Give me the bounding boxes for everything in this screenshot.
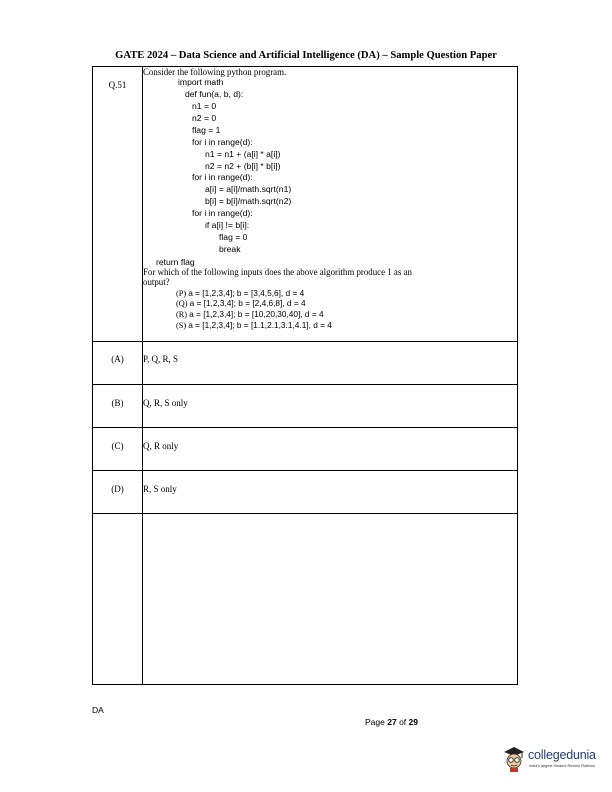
option-row-a (93, 342, 518, 385)
code-line: flag = 0 (219, 231, 248, 242)
code-line: import math (178, 77, 224, 88)
page-header: GATE 2024 – Data Science and Artificial Intelligence (DA) – Sample Question Paper (115, 50, 497, 61)
footer-subject-code: DA (92, 705, 104, 715)
statement-label: (S) (176, 320, 187, 330)
option-d-text: R, S only (143, 484, 177, 494)
question-prompt-line-1: For which of the following inputs does the above algorithm produce 1 as an (143, 267, 412, 278)
page-current: 27 (387, 717, 397, 727)
statement-s (143, 320, 517, 331)
code-return-line: return flag (156, 256, 195, 267)
option-a-label-cell (93, 342, 143, 385)
option-b-text: Q, R, S only (143, 398, 188, 408)
statement-label: (Q) (176, 299, 188, 309)
statement-label: (R) (176, 309, 188, 319)
option-c-text-cell (143, 428, 518, 471)
option-b-label-cell (93, 385, 143, 428)
statement-text: a = [1,2,3,4]; b = [2,4,6,8], d = 4 (189, 298, 306, 309)
question-body (143, 67, 518, 342)
option-c-text: Q, R only (143, 441, 179, 451)
question-row (93, 67, 518, 342)
question-number-cell (93, 67, 143, 342)
page-prefix: Page (365, 717, 385, 727)
statement-text: a = [1,2,3,4]; b = [1.1,2.1,3.1,4.1], d = 4 (188, 319, 332, 330)
code-line: for i in range(d): (192, 136, 253, 147)
code-line: break (219, 243, 241, 254)
code-block (143, 77, 517, 255)
option-b-label: (B) (111, 398, 124, 408)
statement-label: (P) (176, 288, 187, 298)
collegedunia-logo (502, 746, 608, 776)
statement-r (143, 309, 517, 320)
option-a-text-cell (143, 342, 518, 385)
page-of: of (399, 717, 407, 727)
empty-left-cell (93, 514, 143, 685)
empty-right-cell (143, 514, 518, 685)
logo-tagline: India's largest Student Review Platform (529, 764, 596, 768)
code-line: for i in range(d): (192, 172, 253, 183)
statement-text: a = [1,2,3,4]; b = [10,20,30,40], d = 4 (189, 308, 324, 319)
page-total: 29 (408, 717, 419, 727)
code-line: a[i] = a[i]/math.sqrt(n1) (205, 184, 292, 195)
empty-row (93, 514, 518, 685)
footer-page-number (365, 717, 418, 727)
code-line: if a[i] != b[i]: (205, 219, 250, 230)
option-d-label-cell (93, 471, 143, 514)
option-row-c (93, 428, 518, 471)
option-c-label: (C) (111, 441, 124, 451)
code-line: for i in range(d): (192, 208, 253, 219)
code-line: n1 = n1 + (a[i] * a[i]) (205, 148, 281, 159)
code-line: n1 = 0 (192, 101, 217, 112)
option-b-text-cell (143, 385, 518, 428)
question-intro: Consider the following python program. (143, 67, 287, 77)
code-line: n2 = n2 + (b[i] * b[i]) (205, 160, 281, 171)
statement-p (143, 288, 517, 299)
logo-brand: collegedunia (528, 748, 596, 762)
graduate-mascot-icon (502, 746, 526, 772)
question-number: Q.51 (108, 80, 127, 90)
code-line: n2 = 0 (192, 112, 217, 123)
code-line: b[i] = b[i]/math.sqrt(n2) (205, 196, 292, 207)
option-a-label: (A) (111, 354, 124, 364)
option-a-text: P, Q, R, S (143, 354, 179, 364)
option-d-text-cell (143, 471, 518, 514)
option-row-d (93, 471, 518, 514)
option-row-b (93, 385, 518, 428)
statement-text: a = [1,2,3,4]; b = [3,4,5,6], d = 4 (188, 287, 305, 298)
question-table (92, 66, 518, 685)
question-prompt-line-2: output? (143, 277, 170, 288)
option-c-label-cell (93, 428, 143, 471)
statement-q (143, 298, 517, 309)
option-d-label: (D) (111, 484, 124, 494)
code-line: def fun(a, b, d): (185, 89, 244, 100)
code-line: flag = 1 (192, 124, 221, 135)
